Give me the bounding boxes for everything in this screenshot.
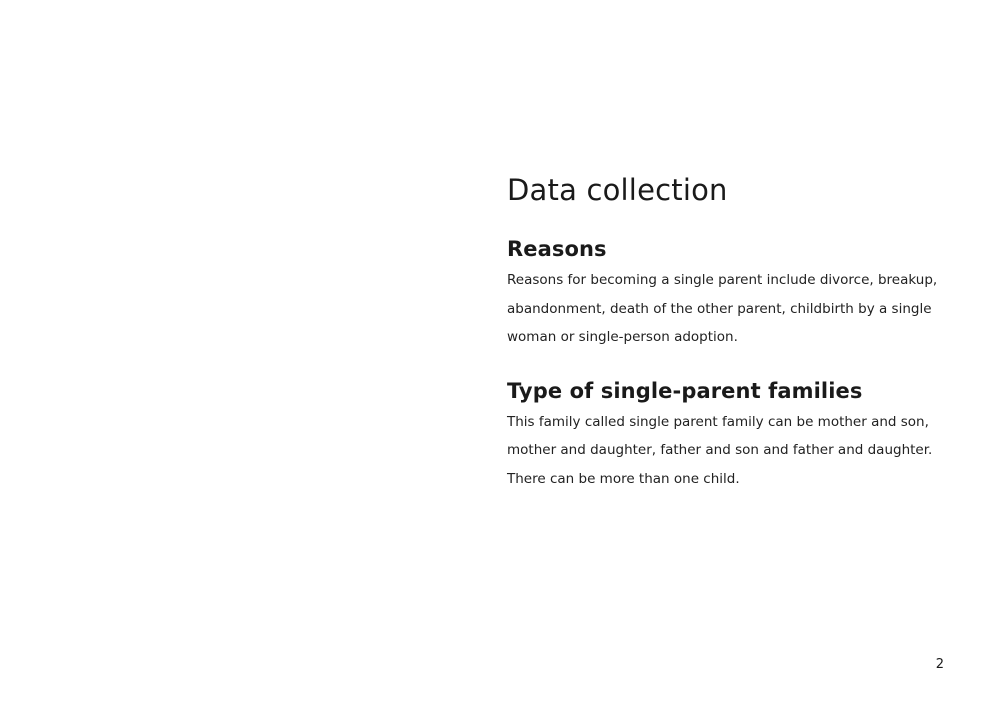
section-heading: Reasons [507, 237, 607, 261]
section-family-types [507, 376, 957, 494]
section-paragraph: This family called single parent family can be mother and son, mother and daughter, father and son and father and daughter. There can be more than one child. [507, 413, 933, 487]
page-number: 2 [935, 657, 944, 672]
section-heading: Type of single-parent families [507, 378, 863, 403]
section-paragraph: Reasons for becoming a single parent include divorce, breakup, abandonment, death of the other parent, childbirth by a single woman or single-person adoption. [507, 272, 938, 345]
section-reasons [507, 234, 957, 352]
page-content [507, 168, 957, 493]
page-title: Data collection [507, 173, 728, 207]
